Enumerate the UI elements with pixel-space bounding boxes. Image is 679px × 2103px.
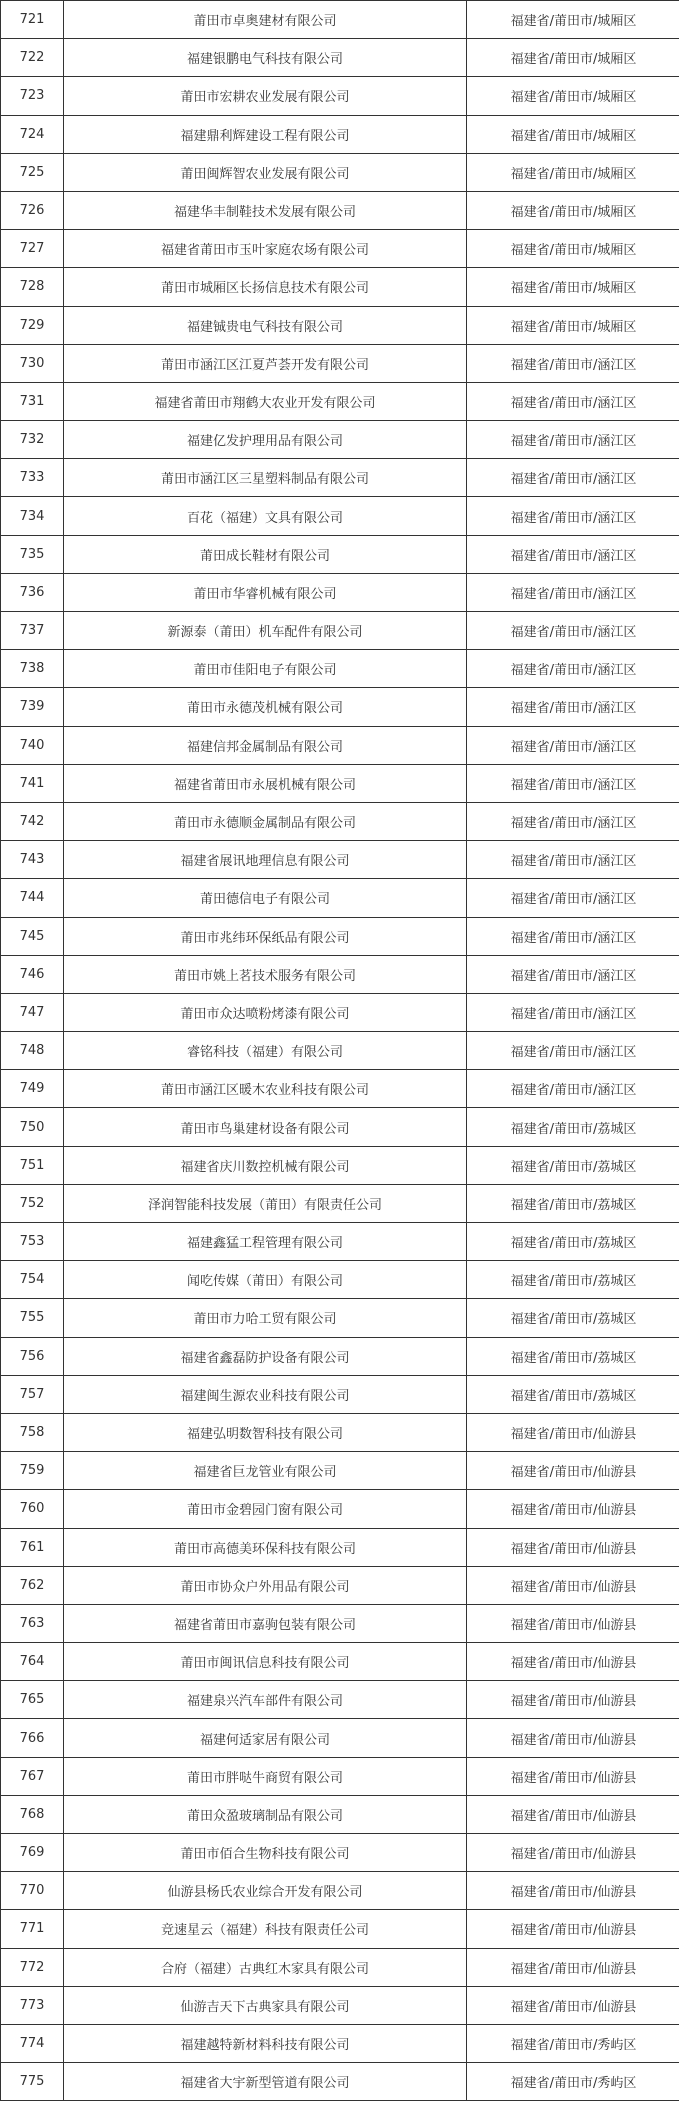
- company-name-cell: 仙游县杨氏农业综合开发有限公司: [64, 1872, 467, 1910]
- region-cell: 福建省/莆田市/荔城区: [467, 1146, 679, 1184]
- row-number-cell: 752: [1, 1184, 64, 1222]
- region-cell: 福建省/莆田市/仙游县: [467, 1872, 679, 1910]
- region-cell: 福建省/莆田市/秀屿区: [467, 2063, 679, 2101]
- row-number-cell: 745: [1, 917, 64, 955]
- region-cell: 福建省/莆田市/仙游县: [467, 1834, 679, 1872]
- company-name-cell: 莆田市涵江区江夏芦荟开发有限公司: [64, 344, 467, 382]
- company-name-cell: 莆田市涵江区暖木农业科技有限公司: [64, 1070, 467, 1108]
- row-number-cell: 723: [1, 77, 64, 115]
- region-cell: 福建省/莆田市/涵江区: [467, 1070, 679, 1108]
- table-row: [1, 1795, 679, 1833]
- region-cell: 福建省/莆田市/仙游县: [467, 1948, 679, 1986]
- company-name-cell: 莆田市佰合生物科技有限公司: [64, 1834, 467, 1872]
- company-name-cell: 莆田市协众户外用品有限公司: [64, 1566, 467, 1604]
- row-number-cell: 730: [1, 344, 64, 382]
- table-row: [1, 917, 679, 955]
- company-name-cell: 福建省大宇新型管道有限公司: [64, 2063, 467, 2101]
- company-name-cell: 百花（福建）文具有限公司: [64, 497, 467, 535]
- company-name-cell: 莆田市兆纬环保纸品有限公司: [64, 917, 467, 955]
- row-number-cell: 736: [1, 573, 64, 611]
- region-cell: 福建省/莆田市/涵江区: [467, 344, 679, 382]
- region-cell: 福建省/莆田市/秀屿区: [467, 2024, 679, 2062]
- region-cell: 福建省/莆田市/涵江区: [467, 841, 679, 879]
- region-cell: 福建省/莆田市/涵江区: [467, 650, 679, 688]
- table-row: [1, 1872, 679, 1910]
- region-cell: 福建省/莆田市/城厢区: [467, 1, 679, 39]
- row-number-cell: 774: [1, 2024, 64, 2062]
- table-row: [1, 1108, 679, 1146]
- company-name-cell: 福建信邦金属制品有限公司: [64, 726, 467, 764]
- table-row: [1, 1566, 679, 1604]
- table-row: [1, 841, 679, 879]
- row-number-cell: 775: [1, 2063, 64, 2101]
- row-number-cell: 741: [1, 764, 64, 802]
- company-name-cell: 莆田成长鞋材有限公司: [64, 535, 467, 573]
- row-number-cell: 754: [1, 1261, 64, 1299]
- region-cell: 福建省/莆田市/荔城区: [467, 1108, 679, 1146]
- table-row: [1, 1986, 679, 2024]
- region-cell: 福建省/莆田市/仙游县: [467, 1757, 679, 1795]
- row-number-cell: 737: [1, 612, 64, 650]
- row-number-cell: 740: [1, 726, 64, 764]
- table-row: [1, 1070, 679, 1108]
- table-row: [1, 39, 679, 77]
- row-number-cell: 749: [1, 1070, 64, 1108]
- company-name-cell: 福建越特新材料科技有限公司: [64, 2024, 467, 2062]
- row-number-cell: 762: [1, 1566, 64, 1604]
- company-name-cell: 莆田闽辉智农业发展有限公司: [64, 153, 467, 191]
- row-number-cell: 763: [1, 1604, 64, 1642]
- row-number-cell: 728: [1, 268, 64, 306]
- region-cell: 福建省/莆田市/涵江区: [467, 955, 679, 993]
- table-body: [1, 1, 679, 2101]
- company-name-cell: 莆田市涵江区三星塑料制品有限公司: [64, 459, 467, 497]
- table-row: [1, 1604, 679, 1642]
- row-number-cell: 724: [1, 115, 64, 153]
- table-row: [1, 497, 679, 535]
- region-cell: 福建省/莆田市/城厢区: [467, 268, 679, 306]
- region-cell: 福建省/莆田市/城厢区: [467, 115, 679, 153]
- row-number-cell: 761: [1, 1528, 64, 1566]
- region-cell: 福建省/莆田市/仙游县: [467, 1604, 679, 1642]
- table-row: [1, 1261, 679, 1299]
- company-name-cell: 莆田市华睿机械有限公司: [64, 573, 467, 611]
- company-name-cell: 仙游吉天下古典家具有限公司: [64, 1986, 467, 2024]
- company-name-cell: 莆田市宏耕农业发展有限公司: [64, 77, 467, 115]
- table-row: [1, 1, 679, 39]
- company-name-cell: 莆田市鸟巢建材设备有限公司: [64, 1108, 467, 1146]
- table-row: [1, 1337, 679, 1375]
- company-name-cell: 福建省巨龙管业有限公司: [64, 1452, 467, 1490]
- company-name-cell: 福建省莆田市嘉驹包装有限公司: [64, 1604, 467, 1642]
- region-cell: 福建省/莆田市/涵江区: [467, 1032, 679, 1070]
- table-row: [1, 573, 679, 611]
- region-cell: 福建省/莆田市/仙游县: [467, 1452, 679, 1490]
- table-row: [1, 1910, 679, 1948]
- region-cell: 福建省/莆田市/荔城区: [467, 1337, 679, 1375]
- row-number-cell: 760: [1, 1490, 64, 1528]
- row-number-cell: 750: [1, 1108, 64, 1146]
- region-cell: 福建省/莆田市/涵江区: [467, 764, 679, 802]
- row-number-cell: 729: [1, 306, 64, 344]
- region-cell: 福建省/莆田市/仙游县: [467, 1910, 679, 1948]
- company-name-cell: 泽润智能科技发展（莆田）有限责任公司: [64, 1184, 467, 1222]
- company-name-cell: 福建省展讯地理信息有限公司: [64, 841, 467, 879]
- region-cell: 福建省/莆田市/仙游县: [467, 1681, 679, 1719]
- row-number-cell: 742: [1, 802, 64, 840]
- table-row: [1, 1452, 679, 1490]
- region-cell: 福建省/莆田市/仙游县: [467, 1719, 679, 1757]
- table-row: [1, 153, 679, 191]
- table-row: [1, 230, 679, 268]
- region-cell: 福建省/莆田市/城厢区: [467, 153, 679, 191]
- region-cell: 福建省/莆田市/涵江区: [467, 802, 679, 840]
- table-row: [1, 382, 679, 420]
- table-row: [1, 77, 679, 115]
- region-cell: 福建省/莆田市/涵江区: [467, 421, 679, 459]
- company-name-cell: 莆田市佳阳电子有限公司: [64, 650, 467, 688]
- region-cell: 福建省/莆田市/仙游县: [467, 1795, 679, 1833]
- region-cell: 福建省/莆田市/涵江区: [467, 993, 679, 1031]
- row-number-cell: 755: [1, 1299, 64, 1337]
- company-name-cell: 合府（福建）古典红木家具有限公司: [64, 1948, 467, 1986]
- row-number-cell: 756: [1, 1337, 64, 1375]
- company-name-cell: 莆田市永德茂机械有限公司: [64, 688, 467, 726]
- region-cell: 福建省/莆田市/荔城区: [467, 1299, 679, 1337]
- row-number-cell: 773: [1, 1986, 64, 2024]
- table-row: [1, 1834, 679, 1872]
- table-row: [1, 1490, 679, 1528]
- row-number-cell: 758: [1, 1413, 64, 1451]
- row-number-cell: 734: [1, 497, 64, 535]
- region-cell: 福建省/莆田市/涵江区: [467, 726, 679, 764]
- row-number-cell: 751: [1, 1146, 64, 1184]
- row-number-cell: 721: [1, 1, 64, 39]
- table-row: [1, 115, 679, 153]
- region-cell: 福建省/莆田市/涵江区: [467, 573, 679, 611]
- company-name-cell: 莆田市姚上茗技术服务有限公司: [64, 955, 467, 993]
- row-number-cell: 768: [1, 1795, 64, 1833]
- table-row: [1, 955, 679, 993]
- table-row: [1, 1528, 679, 1566]
- company-name-cell: 莆田市卓奥建材有限公司: [64, 1, 467, 39]
- table-row: [1, 1223, 679, 1261]
- table-row: [1, 1681, 679, 1719]
- row-number-cell: 771: [1, 1910, 64, 1948]
- table-row: [1, 688, 679, 726]
- region-cell: 福建省/莆田市/荔城区: [467, 1184, 679, 1222]
- company-name-cell: 福建闽生源农业科技有限公司: [64, 1375, 467, 1413]
- row-number-cell: 748: [1, 1032, 64, 1070]
- company-name-cell: 闻吃传媒（莆田）有限公司: [64, 1261, 467, 1299]
- table-row: [1, 459, 679, 497]
- row-number-cell: 757: [1, 1375, 64, 1413]
- row-number-cell: 731: [1, 382, 64, 420]
- region-cell: 福建省/莆田市/荔城区: [467, 1261, 679, 1299]
- region-cell: 福建省/莆田市/涵江区: [467, 612, 679, 650]
- table-row: [1, 1146, 679, 1184]
- row-number-cell: 735: [1, 535, 64, 573]
- table-row: [1, 1413, 679, 1451]
- company-name-cell: 福建弘明数智科技有限公司: [64, 1413, 467, 1451]
- company-name-cell: 福建鼎利辉建设工程有限公司: [64, 115, 467, 153]
- region-cell: 福建省/莆田市/城厢区: [467, 39, 679, 77]
- row-number-cell: 733: [1, 459, 64, 497]
- table-row: [1, 1948, 679, 1986]
- table-row: [1, 993, 679, 1031]
- row-number-cell: 769: [1, 1834, 64, 1872]
- row-number-cell: 738: [1, 650, 64, 688]
- table-row: [1, 1757, 679, 1795]
- company-name-cell: 莆田市城厢区长扬信息技术有限公司: [64, 268, 467, 306]
- region-cell: 福建省/莆田市/城厢区: [467, 306, 679, 344]
- table-row: [1, 1719, 679, 1757]
- table-row: [1, 1643, 679, 1681]
- company-name-cell: 莆田市高德美环保科技有限公司: [64, 1528, 467, 1566]
- table-row: [1, 726, 679, 764]
- row-number-cell: 753: [1, 1223, 64, 1261]
- row-number-cell: 744: [1, 879, 64, 917]
- company-name-cell: 莆田众盈玻璃制品有限公司: [64, 1795, 467, 1833]
- table-row: [1, 306, 679, 344]
- table-row: [1, 650, 679, 688]
- row-number-cell: 743: [1, 841, 64, 879]
- company-name-cell: 竞速星云（福建）科技有限责任公司: [64, 1910, 467, 1948]
- table-row: [1, 344, 679, 382]
- company-name-cell: 莆田市众达喷粉烤漆有限公司: [64, 993, 467, 1031]
- company-name-cell: 新源泰（莆田）机车配件有限公司: [64, 612, 467, 650]
- company-name-cell: 福建泉兴汽车部件有限公司: [64, 1681, 467, 1719]
- table-row: [1, 2024, 679, 2062]
- region-cell: 福建省/莆田市/城厢区: [467, 230, 679, 268]
- company-name-cell: 福建银鹏电气科技有限公司: [64, 39, 467, 77]
- region-cell: 福建省/莆田市/仙游县: [467, 1490, 679, 1528]
- table-row: [1, 2063, 679, 2101]
- region-cell: 福建省/莆田市/城厢区: [467, 77, 679, 115]
- row-number-cell: 770: [1, 1872, 64, 1910]
- row-number-cell: 747: [1, 993, 64, 1031]
- row-number-cell: 767: [1, 1757, 64, 1795]
- table-row: [1, 535, 679, 573]
- table-row: [1, 879, 679, 917]
- row-number-cell: 722: [1, 39, 64, 77]
- row-number-cell: 766: [1, 1719, 64, 1757]
- company-name-cell: 福建省鑫磊防护设备有限公司: [64, 1337, 467, 1375]
- region-cell: 福建省/莆田市/荔城区: [467, 1223, 679, 1261]
- table-row: [1, 268, 679, 306]
- region-cell: 福建省/莆田市/仙游县: [467, 1643, 679, 1681]
- company-name-cell: 福建华丰制鞋技术发展有限公司: [64, 191, 467, 229]
- region-cell: 福建省/莆田市/城厢区: [467, 191, 679, 229]
- table-row: [1, 1032, 679, 1070]
- row-number-cell: 727: [1, 230, 64, 268]
- row-number-cell: 764: [1, 1643, 64, 1681]
- company-name-cell: 福建鑫猛工程管理有限公司: [64, 1223, 467, 1261]
- row-number-cell: 725: [1, 153, 64, 191]
- company-name-cell: 莆田德信电子有限公司: [64, 879, 467, 917]
- region-cell: 福建省/莆田市/涵江区: [467, 382, 679, 420]
- company-name-cell: 莆田市闽讯信息科技有限公司: [64, 1643, 467, 1681]
- table-row: [1, 764, 679, 802]
- company-name-cell: 睿铭科技（福建）有限公司: [64, 1032, 467, 1070]
- table-row: [1, 1184, 679, 1222]
- company-name-cell: 莆田市金碧园门窗有限公司: [64, 1490, 467, 1528]
- row-number-cell: 726: [1, 191, 64, 229]
- company-name-cell: 福建省莆田市永展机械有限公司: [64, 764, 467, 802]
- region-cell: 福建省/莆田市/荔城区: [467, 1375, 679, 1413]
- table-row: [1, 1375, 679, 1413]
- table-row: [1, 802, 679, 840]
- company-name-cell: 福建铖贵电气科技有限公司: [64, 306, 467, 344]
- row-number-cell: 739: [1, 688, 64, 726]
- company-name-cell: 莆田市胖哒牛商贸有限公司: [64, 1757, 467, 1795]
- table-row: [1, 421, 679, 459]
- row-number-cell: 732: [1, 421, 64, 459]
- table-row: [1, 191, 679, 229]
- company-name-cell: 福建省庆川数控机械有限公司: [64, 1146, 467, 1184]
- company-name-cell: 福建何适家居有限公司: [64, 1719, 467, 1757]
- company-name-cell: 福建省莆田市翔鹤大农业开发有限公司: [64, 382, 467, 420]
- company-name-cell: 莆田市力哈工贸有限公司: [64, 1299, 467, 1337]
- region-cell: 福建省/莆田市/仙游县: [467, 1413, 679, 1451]
- row-number-cell: 765: [1, 1681, 64, 1719]
- region-cell: 福建省/莆田市/仙游县: [467, 1986, 679, 2024]
- company-name-cell: 福建省莆田市玉叶家庭农场有限公司: [64, 230, 467, 268]
- region-cell: 福建省/莆田市/仙游县: [467, 1528, 679, 1566]
- row-number-cell: 772: [1, 1948, 64, 1986]
- region-cell: 福建省/莆田市/涵江区: [467, 879, 679, 917]
- region-cell: 福建省/莆田市/涵江区: [467, 535, 679, 573]
- region-cell: 福建省/莆田市/涵江区: [467, 497, 679, 535]
- table-row: [1, 1299, 679, 1337]
- region-cell: 福建省/莆田市/涵江区: [467, 688, 679, 726]
- region-cell: 福建省/莆田市/仙游县: [467, 1566, 679, 1604]
- row-number-cell: 746: [1, 955, 64, 993]
- region-cell: 福建省/莆田市/涵江区: [467, 459, 679, 497]
- company-name-cell: 莆田市永德顺金属制品有限公司: [64, 802, 467, 840]
- row-number-cell: 759: [1, 1452, 64, 1490]
- company-name-cell: 福建亿发护理用品有限公司: [64, 421, 467, 459]
- region-cell: 福建省/莆田市/涵江区: [467, 917, 679, 955]
- table-row: [1, 612, 679, 650]
